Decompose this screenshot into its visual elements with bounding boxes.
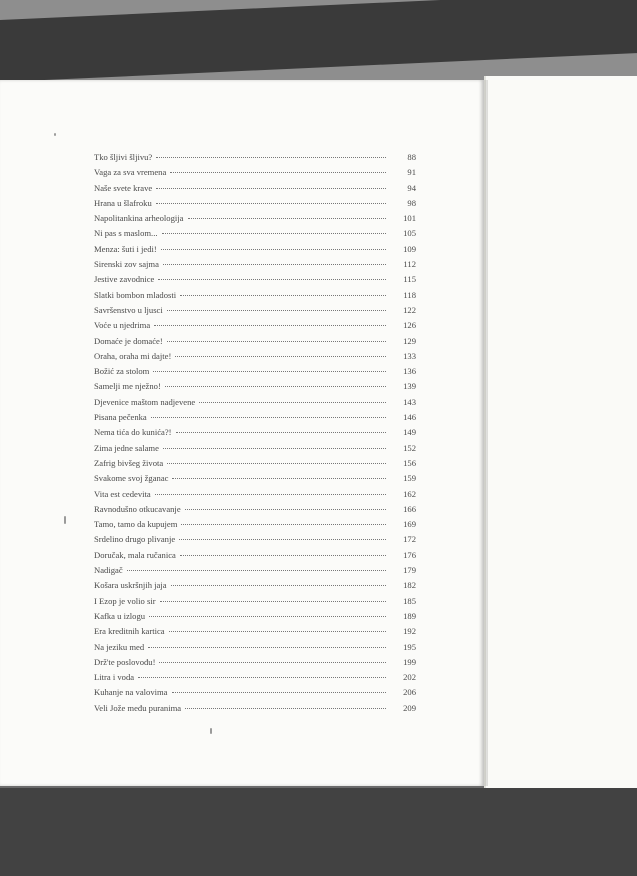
toc-entry (94, 532, 416, 547)
toc-entry-title: Slatki bombon mladosti (94, 289, 177, 300)
dot-leader (171, 584, 386, 586)
toc-entry-title: Nadigač (94, 565, 123, 576)
table-of-contents (94, 150, 416, 716)
toc-entry-title: Pisana pečenka (94, 412, 147, 423)
toc-entry-page: 169 (403, 519, 416, 530)
dot-leader (149, 615, 386, 617)
toc-entry-page: 176 (403, 549, 416, 560)
dot-leader (163, 447, 386, 449)
toc-entry-title: Sirenski zov sajma (94, 259, 159, 270)
toc-entry-page: 122 (403, 304, 416, 315)
toc-entry (94, 471, 416, 486)
toc-entry (94, 517, 416, 532)
toc-entry-page: 139 (403, 381, 416, 392)
dot-leader (154, 324, 386, 326)
toc-entry-title: Na jeziku med (94, 641, 145, 652)
toc-entry-page: 133 (403, 350, 416, 361)
toc-entry-title: Oraha, oraha mi dajte! (94, 350, 172, 361)
right-page (484, 76, 637, 788)
toc-entry (94, 701, 416, 716)
toc-entry-title: Litra i voda (94, 672, 135, 683)
toc-entry (94, 456, 416, 471)
toc-entry-title: Vita est cedevita (94, 488, 151, 499)
toc-entry-title: Menza: šuti i jedi! (94, 243, 157, 254)
toc-entry (94, 379, 416, 394)
dot-leader (127, 569, 386, 571)
toc-entry-title: I Ezop je volio sir (94, 595, 156, 606)
toc-entry-title: Kafka u izlogu (94, 610, 146, 621)
toc-entry-page: 179 (403, 565, 416, 576)
dot-leader (156, 156, 386, 158)
toc-entry-title: Ni pas s maslom... (94, 228, 158, 239)
dot-leader (180, 294, 386, 296)
toc-entry-page: 185 (403, 595, 416, 606)
toc-entry-page: 192 (403, 626, 416, 637)
dot-leader (175, 355, 386, 357)
dot-leader (199, 401, 386, 403)
toc-entry-page: 112 (403, 259, 416, 270)
dot-leader (163, 263, 386, 265)
toc-entry-title: Tko šljivi šljivu? (94, 152, 153, 162)
toc-entry-page: 156 (403, 457, 416, 468)
dot-leader (188, 217, 387, 219)
toc-entry (94, 563, 416, 578)
toc-entry (94, 150, 416, 165)
toc-entry-page: 118 (403, 289, 416, 300)
paper-speck (64, 516, 66, 524)
toc-entry (94, 364, 416, 379)
toc-entry-page: 152 (403, 442, 416, 453)
toc-entry (94, 242, 416, 257)
toc-entry-page: 91 (407, 167, 416, 178)
toc-entry (94, 502, 416, 517)
toc-entry (94, 165, 416, 180)
toc-entry (94, 640, 416, 655)
toc-entry (94, 211, 416, 226)
toc-entry-page: 136 (403, 366, 416, 377)
toc-entry (94, 655, 416, 670)
dot-leader (172, 477, 386, 479)
dot-leader (158, 278, 386, 280)
toc-entry (94, 349, 416, 364)
dot-leader (185, 508, 386, 510)
toc-entry-page: 149 (403, 427, 416, 438)
toc-entry (94, 303, 416, 318)
page-gutter (478, 80, 488, 786)
dot-leader (156, 187, 386, 189)
dot-leader (151, 416, 386, 418)
dot-leader (185, 707, 386, 709)
toc-entry (94, 318, 416, 333)
dot-leader (160, 600, 386, 602)
toc-entry (94, 181, 416, 196)
toc-entry-title: Domaće je domaće! (94, 335, 163, 346)
toc-entry-page: 143 (403, 396, 416, 407)
toc-entry-title: Ravnodušno otkucavanje (94, 503, 181, 514)
toc-entry-title: Nema tića do kunića?! (94, 427, 172, 438)
toc-entry-page: 115 (403, 274, 416, 285)
dot-leader (180, 554, 386, 556)
toc-entry-page: 209 (403, 702, 416, 713)
toc-entry-page: 126 (403, 320, 416, 331)
dot-leader (155, 493, 386, 495)
toc-entry (94, 609, 416, 624)
dot-leader (170, 171, 386, 173)
dot-leader (159, 661, 386, 663)
toc-entry-title: Srdelino drugo plivanje (94, 534, 176, 545)
toc-entry-title: Hrana u šlafroku (94, 197, 152, 208)
toc-entry-page: 159 (403, 473, 416, 484)
dot-leader (165, 385, 386, 387)
toc-entry (94, 395, 416, 410)
toc-entry-page: 129 (403, 335, 416, 346)
toc-entry (94, 670, 416, 685)
toc-entry-page: 195 (403, 641, 416, 652)
toc-entry-title: Tamo, tamo da kupujem (94, 519, 178, 530)
dot-leader (176, 431, 386, 433)
toc-entry (94, 257, 416, 272)
toc-entry-page: 94 (407, 182, 416, 193)
toc-entry-title: Božić za stolom (94, 366, 150, 377)
toc-entry-title: Veli Jože među puranima (94, 702, 182, 713)
toc-entry-title: Savršenstvo u ljusci (94, 304, 163, 315)
toc-entry (94, 548, 416, 563)
toc-entry (94, 226, 416, 241)
toc-entry-page: 105 (403, 228, 416, 239)
toc-entry (94, 487, 416, 502)
toc-entry-title: Zafrig bivšeg života (94, 457, 164, 468)
toc-entry-title: Era kreditnih kartica (94, 626, 165, 637)
dot-leader (167, 340, 386, 342)
toc-entry (94, 624, 416, 639)
dot-leader (148, 646, 386, 648)
toc-entry-page: 162 (403, 488, 416, 499)
dot-leader (179, 538, 386, 540)
toc-entry-page: 182 (403, 580, 416, 591)
background-bottom (0, 788, 637, 876)
toc-entry-title: Samelji me nježno! (94, 381, 161, 392)
dot-leader (161, 248, 386, 250)
toc-entry-title: Zima jedne salame (94, 442, 159, 453)
toc-entry (94, 196, 416, 211)
toc-entry-title: Napolitankina arheologija (94, 213, 184, 224)
toc-entry-page: 199 (403, 656, 416, 667)
toc-entry (94, 334, 416, 349)
toc-entry-page: 172 (403, 534, 416, 545)
toc-entry (94, 272, 416, 287)
dot-leader (167, 309, 386, 311)
toc-entry-title: Kuhanje na valovima (94, 687, 168, 698)
toc-entry-title: Doručak, mala ručanica (94, 549, 176, 560)
dot-leader (172, 691, 386, 693)
toc-entry-page: 206 (403, 687, 416, 698)
dot-leader (181, 523, 386, 525)
toc-entry-title: Voće u njedrima (94, 320, 151, 331)
toc-entry-title: Djevenice maštom nadjevene (94, 396, 196, 407)
toc-entry-page: 109 (403, 243, 416, 254)
toc-entry-page: 202 (403, 672, 416, 683)
toc-entry (94, 288, 416, 303)
dot-leader (167, 462, 386, 464)
toc-entry (94, 685, 416, 700)
paper-speck (210, 728, 212, 734)
toc-entry (94, 410, 416, 425)
toc-entry-page: 98 (407, 197, 416, 208)
toc-entry-title: Naše svete krave (94, 182, 153, 193)
toc-entry (94, 441, 416, 456)
dot-leader (156, 202, 386, 204)
toc-entry (94, 594, 416, 609)
toc-entry-page: 101 (403, 213, 416, 224)
toc-entry-page: 166 (403, 503, 416, 514)
toc-entry-title: Jestive zavodnice (94, 274, 155, 285)
toc-entry-title: Košara uskršnjih jaja (94, 580, 167, 591)
dot-leader (153, 370, 386, 372)
toc-entry-title: Drž'te poslovođu! (94, 656, 156, 667)
paper-speck (54, 133, 56, 136)
dot-leader (162, 232, 387, 234)
toc-entry (94, 578, 416, 593)
dot-leader (169, 630, 386, 632)
toc-entry (94, 425, 416, 440)
toc-entry-page: 88 (407, 152, 416, 162)
toc-entry-page: 189 (403, 610, 416, 621)
toc-entry-title: Vaga za sva vremena (94, 167, 167, 178)
dot-leader (138, 676, 386, 678)
toc-entry-page: 146 (403, 412, 416, 423)
toc-entry-title: Svakome svoj žganac (94, 473, 169, 484)
